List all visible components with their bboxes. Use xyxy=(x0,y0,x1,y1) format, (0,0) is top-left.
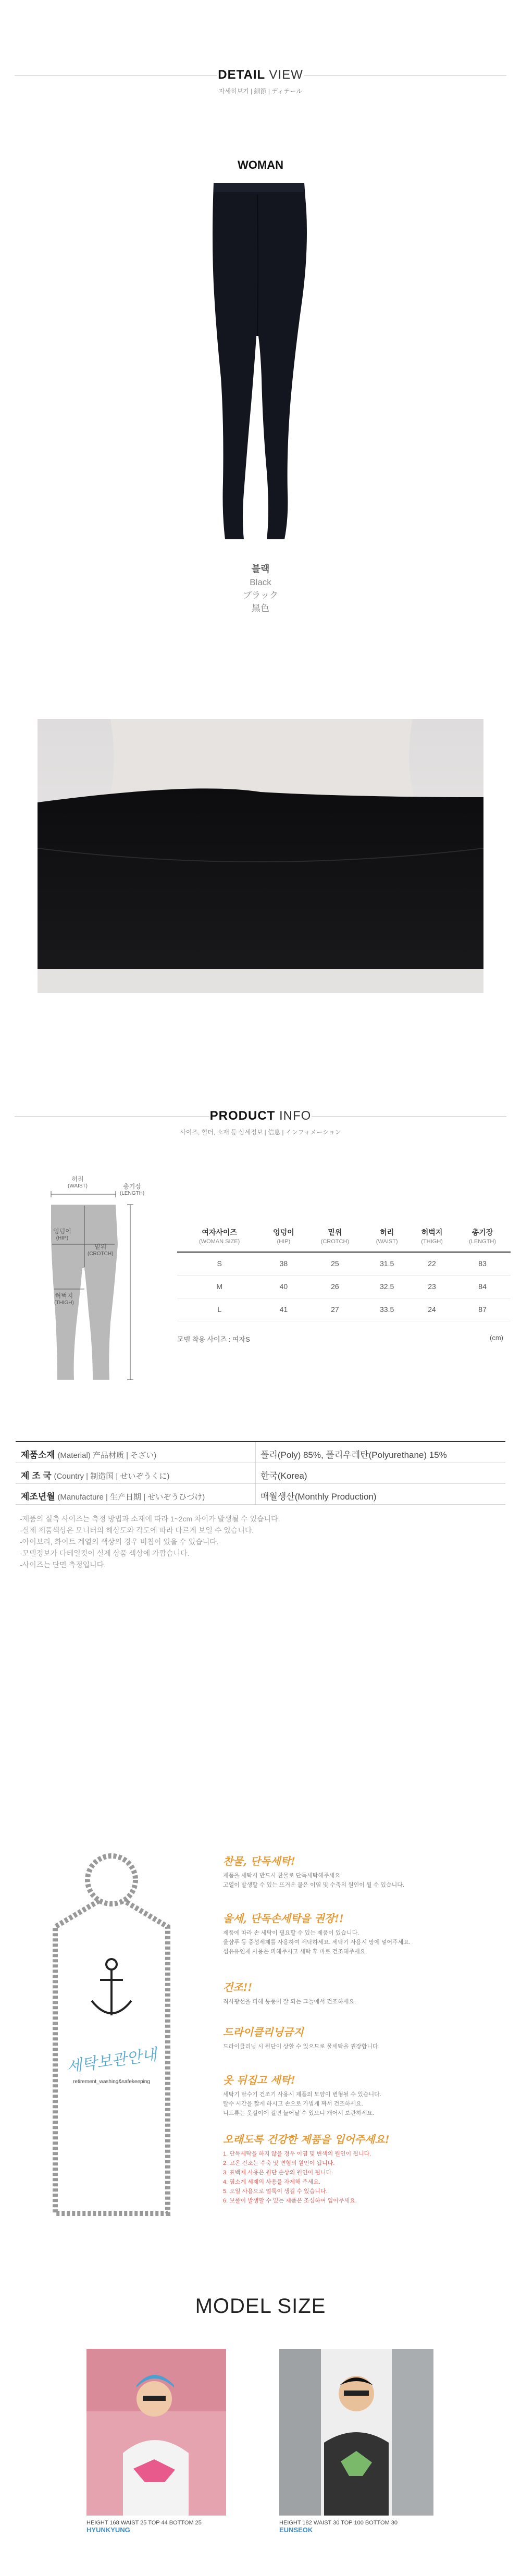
care-item-heading: 찬물, 단독세탁! xyxy=(223,1855,295,1867)
table-cell: 40 xyxy=(262,1275,305,1298)
material-row xyxy=(16,1442,505,1463)
color-name-ja: ブラック xyxy=(243,590,278,600)
care-item-heading: 울세, 단독손세탁을 권장!! xyxy=(223,1912,344,1925)
table-cell: 87 xyxy=(454,1298,511,1321)
table-cell: 27 xyxy=(305,1298,364,1321)
model-caption-female: HEIGHT 168 WAIST 25 TOP 44 BOTTOM 25 HYUNKYUNG xyxy=(86,2520,202,2534)
col-header-crotch: 밑위 (CROTCH) xyxy=(305,1224,364,1252)
anchor-icon xyxy=(92,1959,131,2015)
col-header-thigh: 허벅지 (THIGH) xyxy=(410,1224,454,1252)
notes-list xyxy=(20,1513,499,1570)
manufacture-value: 매월생산(Monthly Production) xyxy=(260,1492,377,1502)
cell-divider xyxy=(255,1484,256,1504)
col-header-waist: 허리 (WAIST) xyxy=(364,1224,410,1252)
table-cell: 24 xyxy=(410,1298,454,1321)
table-cell: 33.5 xyxy=(364,1298,410,1321)
table-cell: 41 xyxy=(262,1298,305,1321)
unit-label: (cm) xyxy=(490,1334,503,1342)
color-name-ko: 블랙 xyxy=(251,564,270,574)
country-label: 제 조 국 (Country | 制造国 | せいぞうくに) xyxy=(21,1471,170,1481)
care-item-body: 직사광선을 피해 통풍이 잘 되는 그늘에서 건조하세요. xyxy=(223,1999,356,2005)
care-label-ko: 세탁보관안내 xyxy=(65,2046,158,2076)
care-item-dry xyxy=(223,1979,504,2007)
note-line: -실제 제품색상은 모니터의 해상도와 각도에 따라 다르게 보일 수 있습니다. xyxy=(20,1526,254,1534)
detail-view-subtitle: 자세히보기 | 細節 | ディテール xyxy=(218,88,303,95)
care-item-body: 제품을 세탁시 반드시 찬물로 단독세탁해주세요 고열이 발생할 수 있는 뜨거운 물은 이염 및 수축의 원인이 될 수 있습니다. xyxy=(223,1873,404,1888)
care-item-body: 드라이클리닝 시 원단이 상할 수 있으므로 물세탁을 권장합니다. xyxy=(223,2044,380,2050)
table-cell: S xyxy=(177,1252,262,1275)
color-names xyxy=(0,563,521,615)
label-length: 총기장 (LENGTH) xyxy=(120,1183,145,1196)
care-item-hand-wash xyxy=(223,1910,504,1956)
care-item-no-dryclean xyxy=(223,2024,504,2051)
table-cell: L xyxy=(177,1298,262,1321)
table-row xyxy=(177,1275,511,1298)
care-item-body: 세탁기 탈수기 건조기 사용시 제품의 모양이 변형될 수 있습니다. 탈수 시간을 짧게 하시고 손으로 가볍게 짜서 건조하세요. 니트류는 옷걸이에 걸면 늘어날 수 있으니 개어서 보관하세요. xyxy=(223,2091,381,2116)
color-name-zh: 黑色 xyxy=(252,603,269,613)
note-line: -모델정보가 다테일컷이 실제 상품 색상에 가깝습니다. xyxy=(20,1549,190,1557)
care-label-en: retirement_washing&safekeeping xyxy=(73,2079,150,2085)
note-line: -제품의 실측 사이즈는 측정 방법과 소재에 따라 1~2cm 차이가 발생될 수 있습니다. xyxy=(20,1515,280,1523)
care-item-inside-out xyxy=(223,2072,504,2118)
care-item-cold-wash xyxy=(223,1853,504,1890)
cell-divider xyxy=(255,1442,256,1463)
note-line: -사이즈는 단면 측정입니다. xyxy=(20,1561,106,1569)
table-cell: 32.5 xyxy=(364,1275,410,1298)
label-waist: 허리 (WAIST) xyxy=(68,1175,88,1189)
care-item-body: 1. 단독세탁을 하지 않을 경우 이염 및 변색의 원인이 됩니다. 2. 고온 건조는 수축 및 변형의 원인이 됩니다. 3. 표백제 사용은 원단 손상의 원인이 됩니다. 4. 염소계 세제의 사용을 자제해 주세요. 5. 오일 사용으로 얼룩이 생길 수 있습니다. 6. 보풀이 발생할 수 있는 제품은 조심하여 입어주세요. xyxy=(223,2151,371,2204)
care-item-heading: 옷 뒤집고 세탁! xyxy=(223,2074,295,2086)
product-info-title: PRODUCT INFO xyxy=(209,1109,312,1123)
table-cell: 38 xyxy=(262,1252,305,1275)
label-crotch: 밑위 (CROTCH) xyxy=(88,1243,114,1257)
care-item-heading: 드라이클리닝금지 xyxy=(223,2026,304,2038)
model-photo-male xyxy=(279,2349,433,2516)
leggings-product-image xyxy=(193,180,328,544)
size-table xyxy=(177,1224,511,1321)
country-row xyxy=(16,1463,505,1484)
care-item-heading: 건조!! xyxy=(223,1981,253,1993)
manufacture-label: 제조년월 (Manufacture | 生产日期 | せいぞうひづけ) xyxy=(21,1492,205,1502)
table-cell: 83 xyxy=(454,1252,511,1275)
waistband-closeup-photo xyxy=(38,719,483,993)
color-name-en: Black xyxy=(250,577,271,587)
col-header-size: 여자사이즈 (WOMAN SIZE) xyxy=(177,1224,262,1252)
product-info-subtitle: 사이즈, 혈더, 소재 등 상세정보 | 信息 | インフォメーション xyxy=(180,1129,341,1136)
material-label: 제품소재 (Material) 产品材质 | そざい) xyxy=(21,1450,157,1460)
note-line: -아이보리, 화이트 계열의 색상의 경우 비침이 있을 수 있습니다. xyxy=(20,1538,219,1546)
cell-divider xyxy=(255,1463,256,1483)
table-cell: 84 xyxy=(454,1275,511,1298)
country-value: 한국(Korea) xyxy=(260,1471,307,1481)
col-header-hip: 엉덩이 (HIP) xyxy=(262,1224,305,1252)
care-item-warnings xyxy=(223,2131,504,2206)
woman-label: WOMAN xyxy=(238,158,283,171)
table-cell: 22 xyxy=(410,1252,454,1275)
table-cell: M xyxy=(177,1275,262,1298)
table-cell: 26 xyxy=(305,1275,364,1298)
model-size-title: MODEL SIZE xyxy=(195,2295,326,2318)
detail-view-title: DETAIL VIEW xyxy=(218,68,303,82)
manufacture-row xyxy=(16,1484,505,1505)
table-cell: 25 xyxy=(305,1252,364,1275)
col-header-length: 총기장 (LENGTH) xyxy=(454,1224,511,1252)
label-hip: 엉덩이 (HIP) xyxy=(53,1228,71,1241)
material-value: 폴리(Poly) 85%, 폴리우레탄(Polyurethane) 15% xyxy=(260,1450,447,1460)
model-photo-female xyxy=(86,2349,226,2516)
care-item-heading: 오래도록 건강한 제품을 입어주세요! xyxy=(223,2133,390,2146)
size-table-header-row xyxy=(177,1224,511,1252)
table-cell: 31.5 xyxy=(364,1252,410,1275)
label-thigh: 허벅지 (THIGH) xyxy=(54,1292,74,1306)
care-rope-frame-illustration xyxy=(50,1849,173,2224)
table-row xyxy=(177,1298,511,1321)
model-caption-male: HEIGHT 182 WAIST 30 TOP 100 BOTTOM 30 EUNSEOK xyxy=(279,2520,398,2534)
model-size-note: 모델 착용 사이즈 : 여자S xyxy=(177,1335,250,1343)
measurement-diagram xyxy=(36,1166,172,1385)
table-row xyxy=(177,1252,511,1275)
table-cell: 23 xyxy=(410,1275,454,1298)
care-item-body: 제품에 따라 손 세탁이 필요할 수 있는 제품이 있습니다. 울샴푸 등 중성세제를 사용하여 세탁하세요. 세탁기 사용시 망에 넣어주세요. 섬유유연제 사용은 피해주시고 세탁 후 바로 건조해주세요. xyxy=(223,1930,411,1955)
